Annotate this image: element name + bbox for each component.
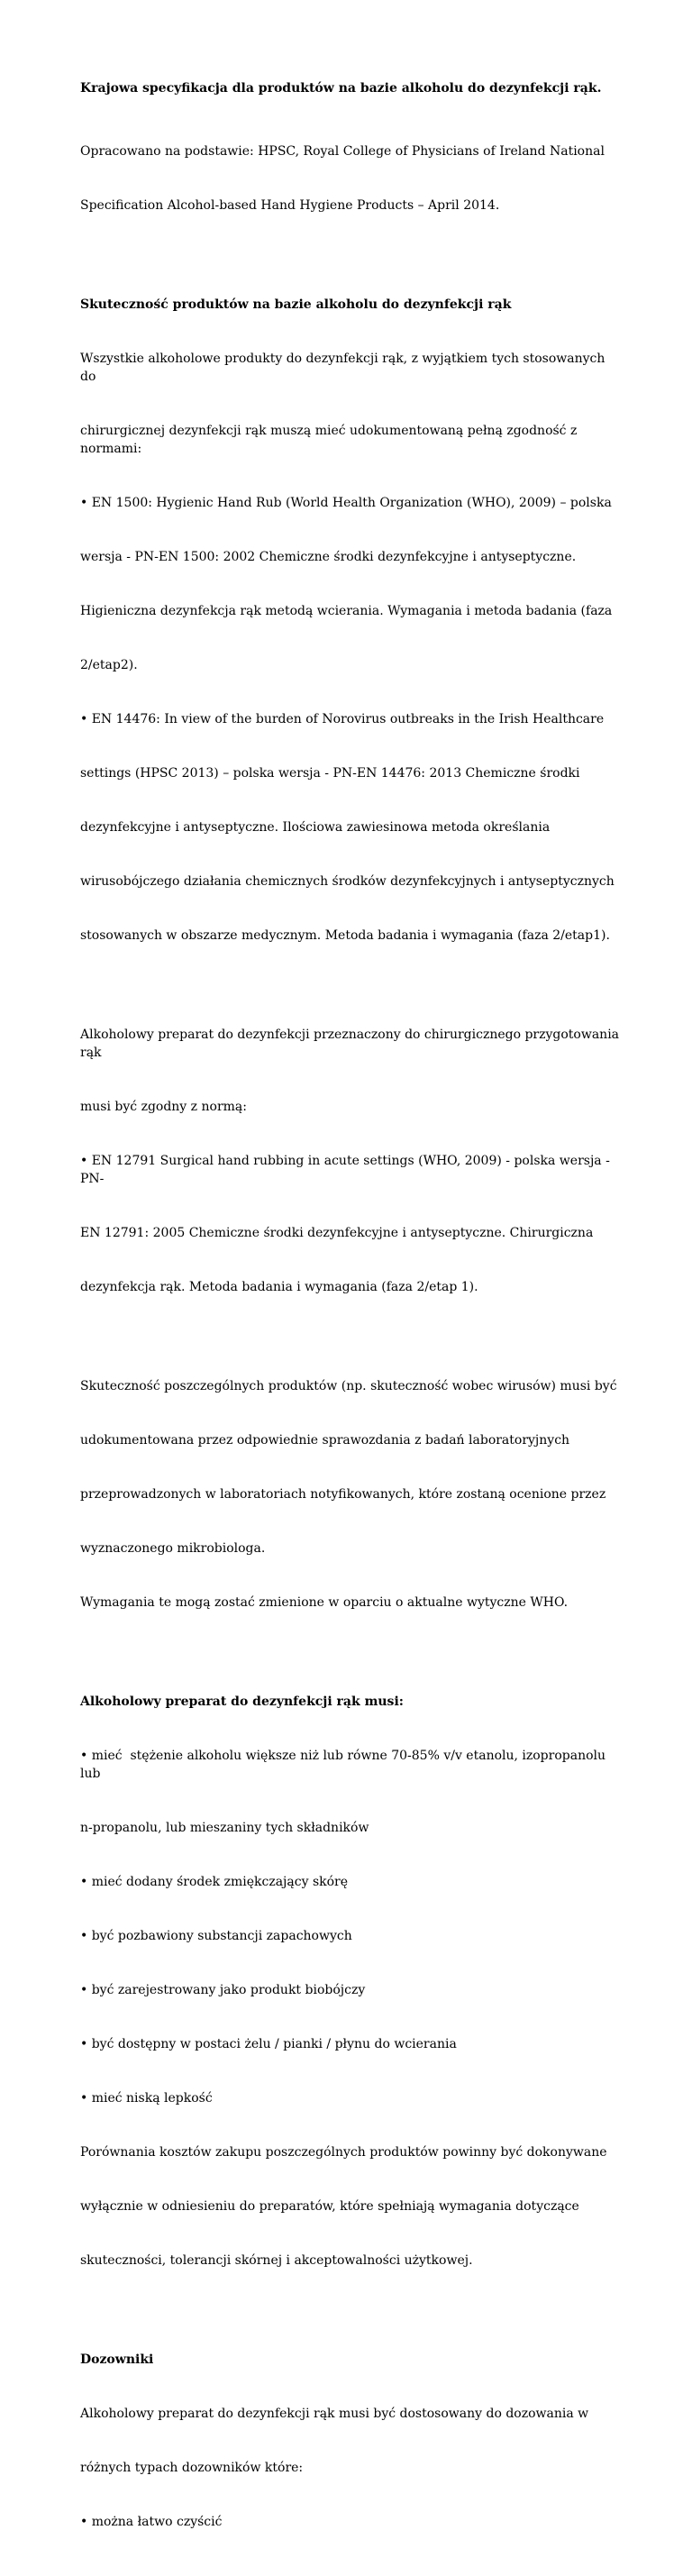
text-line: Alkoholowy preparat do dezynfekcji rąk musi być dostosowany do dozowania w bbox=[80, 2407, 589, 2421]
text-line: wirusobójczego działania chemicznych środków dezynfekcyjnych i antyseptycznych bbox=[80, 874, 615, 889]
text-line: udokumentowana przez odpowiednie sprawozdania z badań laboratoryjnych bbox=[80, 1433, 570, 1448]
text-line: settings (HPSC 2013) – polska wersja - PN-EN 14476: 2013 Chemiczne środki bbox=[80, 766, 580, 781]
text-line: wyznaczonego mikrobiologa. bbox=[80, 1541, 266, 1556]
section-documentation bbox=[80, 1341, 621, 1648]
section-requirements bbox=[80, 1657, 621, 2306]
text-line: musi być zgodny z normą: bbox=[80, 1100, 247, 1114]
source-line: Opracowano na podstawie: HPSC, Royal College of Physicians of Ireland National bbox=[80, 144, 605, 159]
section-surgical bbox=[80, 990, 624, 1332]
section-heading-requirements: Alkoholowy preparat do dezynfekcji rąk musi: bbox=[80, 1694, 404, 1709]
text-line: chirurgicznej dezynfekcji rąk muszą mieć udokumentowaną pełną zgodność z normami: bbox=[80, 424, 581, 456]
text-line: dezynfekcja rąk. Metoda badania i wymagania (faza 2/etap 1). bbox=[80, 1280, 478, 1294]
text-line: 2/etap2). bbox=[80, 658, 138, 672]
text-line: Alkoholowy preparat do dezynfekcji przeznaczony do chirurgicznego przygotowania rąk bbox=[80, 1028, 624, 1060]
source-line: Specification Alcohol-based Hand Hygiene Products – April 2014. bbox=[80, 198, 500, 213]
bullet-line: • EN 1500: Hygienic Hand Rub (World Health Organization (WHO), 2009) – polska bbox=[80, 496, 612, 510]
text-line: Higieniczna dezynfekcja rąk metodą wcierania. Wymagania i metoda badania (faza bbox=[80, 604, 613, 618]
text-line: przeprowadzonych w laboratoriach notyfikowanych, które zostaną ocenione przez bbox=[80, 1487, 606, 1502]
text-line: wersja - PN-EN 1500: 2002 Chemiczne środki dezynfekcyjne i antyseptyczne. bbox=[80, 550, 577, 564]
text-line: Skuteczność poszczególnych produktów (np. skuteczność wobec wirusów) musi być bbox=[80, 1379, 617, 1393]
section-heading-efficacy: Skuteczność produktów na bazie alkoholu do dezynfekcji rąk bbox=[80, 297, 512, 312]
bullet-line: • EN 14476: In view of the burden of Norovirus outbreaks in the Irish Healthcare bbox=[80, 712, 605, 726]
text-line: Wszystkie alkoholowe produkty do dezynfekcji rąk, z wyjątkiem tych stosowanych do bbox=[80, 352, 609, 384]
text-line: dezynfekcyjne i antyseptyczne. Ilościowa zawiesinowa metoda określania bbox=[80, 820, 551, 835]
bullet-line: • być pozbawiony substancji zapachowych bbox=[80, 1929, 352, 1943]
document-page bbox=[80, 79, 624, 2576]
text-line: Porównania kosztów zakupu poszczególnych produktów powinny być dokonywane bbox=[80, 2145, 607, 2160]
bullet-line: • EN 12791 Surgical hand rubbing in acute settings (WHO, 2009) - polska wersja - PN- bbox=[80, 1154, 615, 1186]
bullet-line: • można łatwo czyścić bbox=[80, 2515, 223, 2529]
bullet-line: • mieć dodany środek zmiękczający skórę bbox=[80, 1875, 349, 1889]
text-line: stosowanych w obszarze medycznym. Metoda badania i wymagania (faza 2/etap1). bbox=[80, 928, 610, 943]
text-line: n-propanolu, lub mieszaniny tych składników bbox=[80, 1821, 369, 1835]
text-line: różnych typach dozowników które: bbox=[80, 2461, 304, 2475]
source-note bbox=[80, 106, 621, 251]
text-line: EN 12791: 2005 Chemiczne środki dezynfekcyjne i antyseptyczne. Chirurgiczna bbox=[80, 1226, 594, 1240]
bullet-line: • mieć niską lepkość bbox=[80, 2091, 213, 2106]
section-efficacy bbox=[80, 260, 621, 981]
text-line: wyłącznie w odniesieniu do preparatów, które spełniają wymagania dotyczące bbox=[80, 2199, 579, 2214]
section-dispensers bbox=[80, 2315, 621, 2567]
text-line: skuteczności, tolerancji skórnej i akceptowalności użytkowej. bbox=[80, 2253, 473, 2268]
section-heading-dispensers: Dozowniki bbox=[80, 2352, 154, 2367]
bullet-line: • być dostępny w postaci żelu / pianki / płynu do wcierania bbox=[80, 2037, 457, 2051]
bullet-line: • być zarejestrowany jako produkt biobójczy bbox=[80, 1983, 366, 1997]
bullet-line: • mieć stężenie alkoholu większe niż lub równe 70-85% v/v etanolu, izopropanolu lub bbox=[80, 1749, 610, 1781]
document-title: Krajowa specyfikacja dla produktów na bazie alkoholu do dezynfekcji rąk. bbox=[80, 81, 602, 96]
text-line: Wymagania te mogą zostać zmienione w oparciu o aktualne wytyczne WHO. bbox=[80, 1595, 569, 1610]
